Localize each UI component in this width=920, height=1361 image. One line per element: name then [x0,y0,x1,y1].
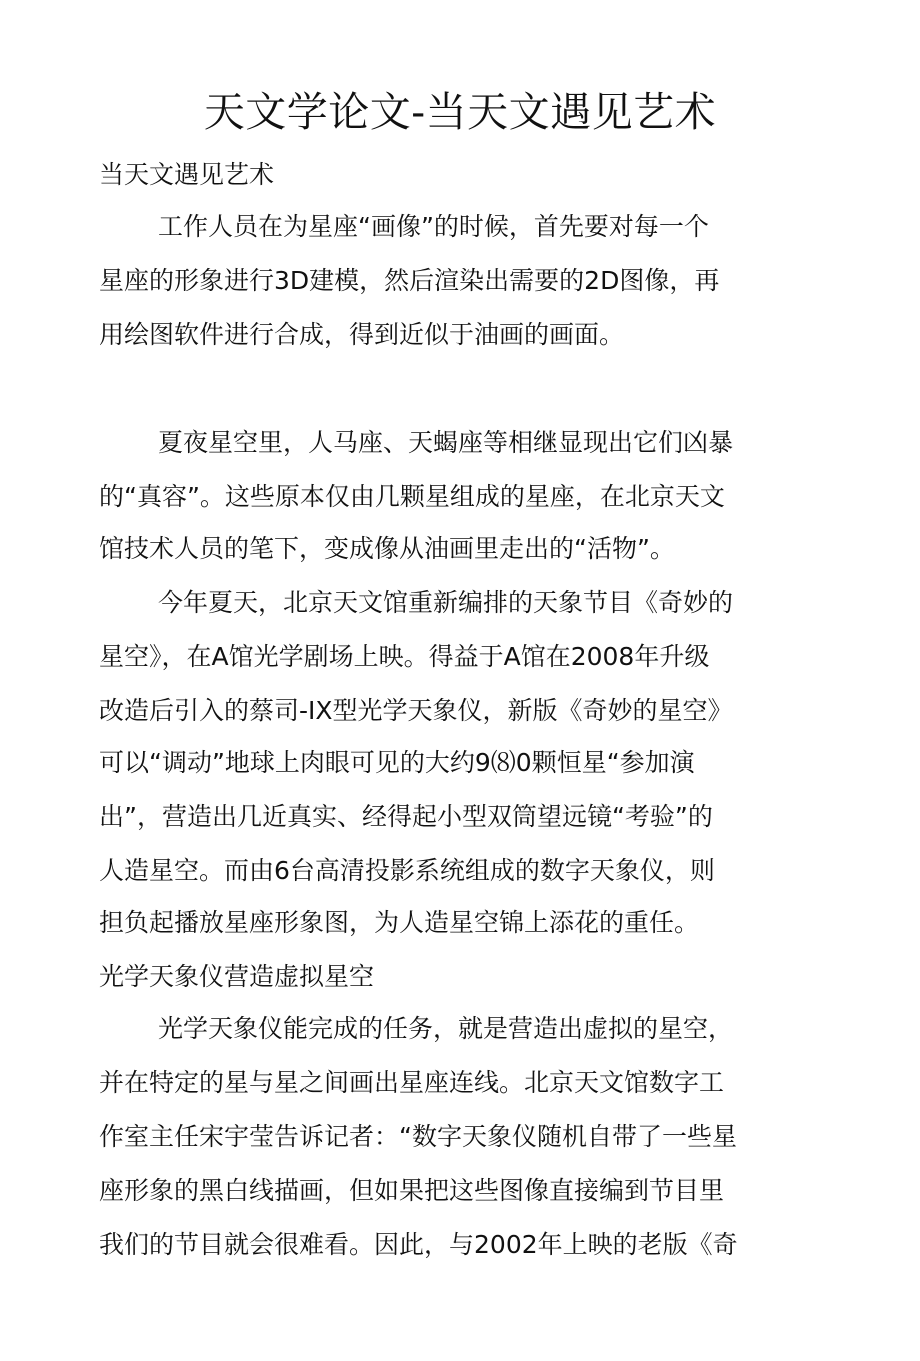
paragraph-line: 星座的形象进行3D建模，然后渲染出需要的2D图像，再 [99,266,720,295]
paragraph-line: 馆技术人员的笔下，变成像从油画里走出的“活物”。 [99,534,675,563]
paragraph-line: 的“真容”。这些原本仅由几颗星组成的星座，在北京天文 [99,482,725,511]
paragraph-line: 出”，营造出几近真实、经得起小型双筒望远镜“考验”的 [99,802,713,831]
document-title: 天文学论文-当天文遇见艺术 [203,88,717,136]
paragraph-line: 改造后引入的蔡司-IX型光学天象仪，新版《奇妙的星空》 [99,696,733,725]
paragraph-line: 光学天象仪能完成的任务，就是营造出虚拟的星空， [158,1014,734,1043]
section-heading: 光学天象仪营造虚拟星空 [99,962,375,991]
paragraph-line: 夏夜星空里，人马座、天蝎座等相继显现出它们凶暴 [158,428,734,457]
paragraph-line: 星空》，在A馆光学剧场上映。得益于A馆在2008年升级 [99,642,710,671]
paragraph-line: 可以“调动”地球上肉眼可见的大约9⑻0颗恒星“参加演 [99,748,695,777]
paragraph-line: 工作人员在为星座“画像”的时候，首先要对每一个 [158,212,709,241]
section-heading: 当天文遇见艺术 [99,160,275,189]
paragraph-line: 今年夏天，北京天文馆重新编排的天象节目《奇妙的 [158,588,734,617]
paragraph-line: 用绘图软件进行合成，得到近似于油画的画面。 [99,320,625,349]
paragraph-line: 座形象的黑白线描画，但如果把这些图像直接编到节目里 [99,1176,725,1205]
paragraph-line: 人造星空。而由6台高清投影系统组成的数字天象仪，则 [99,856,715,885]
paragraph-line: 担负起播放星座形象图，为人造星空锦上添花的重任。 [99,908,700,937]
paragraph-line: 作室主任宋宇莹告诉记者：“数字天象仪随机自带了一些星 [99,1122,737,1151]
paragraph-line: 我们的节目就会很难看。因此，与2002年上映的老版《奇 [99,1230,738,1259]
paragraph-line: 并在特定的星与星之间画出星座连线。北京天文馆数字工 [99,1068,725,1097]
